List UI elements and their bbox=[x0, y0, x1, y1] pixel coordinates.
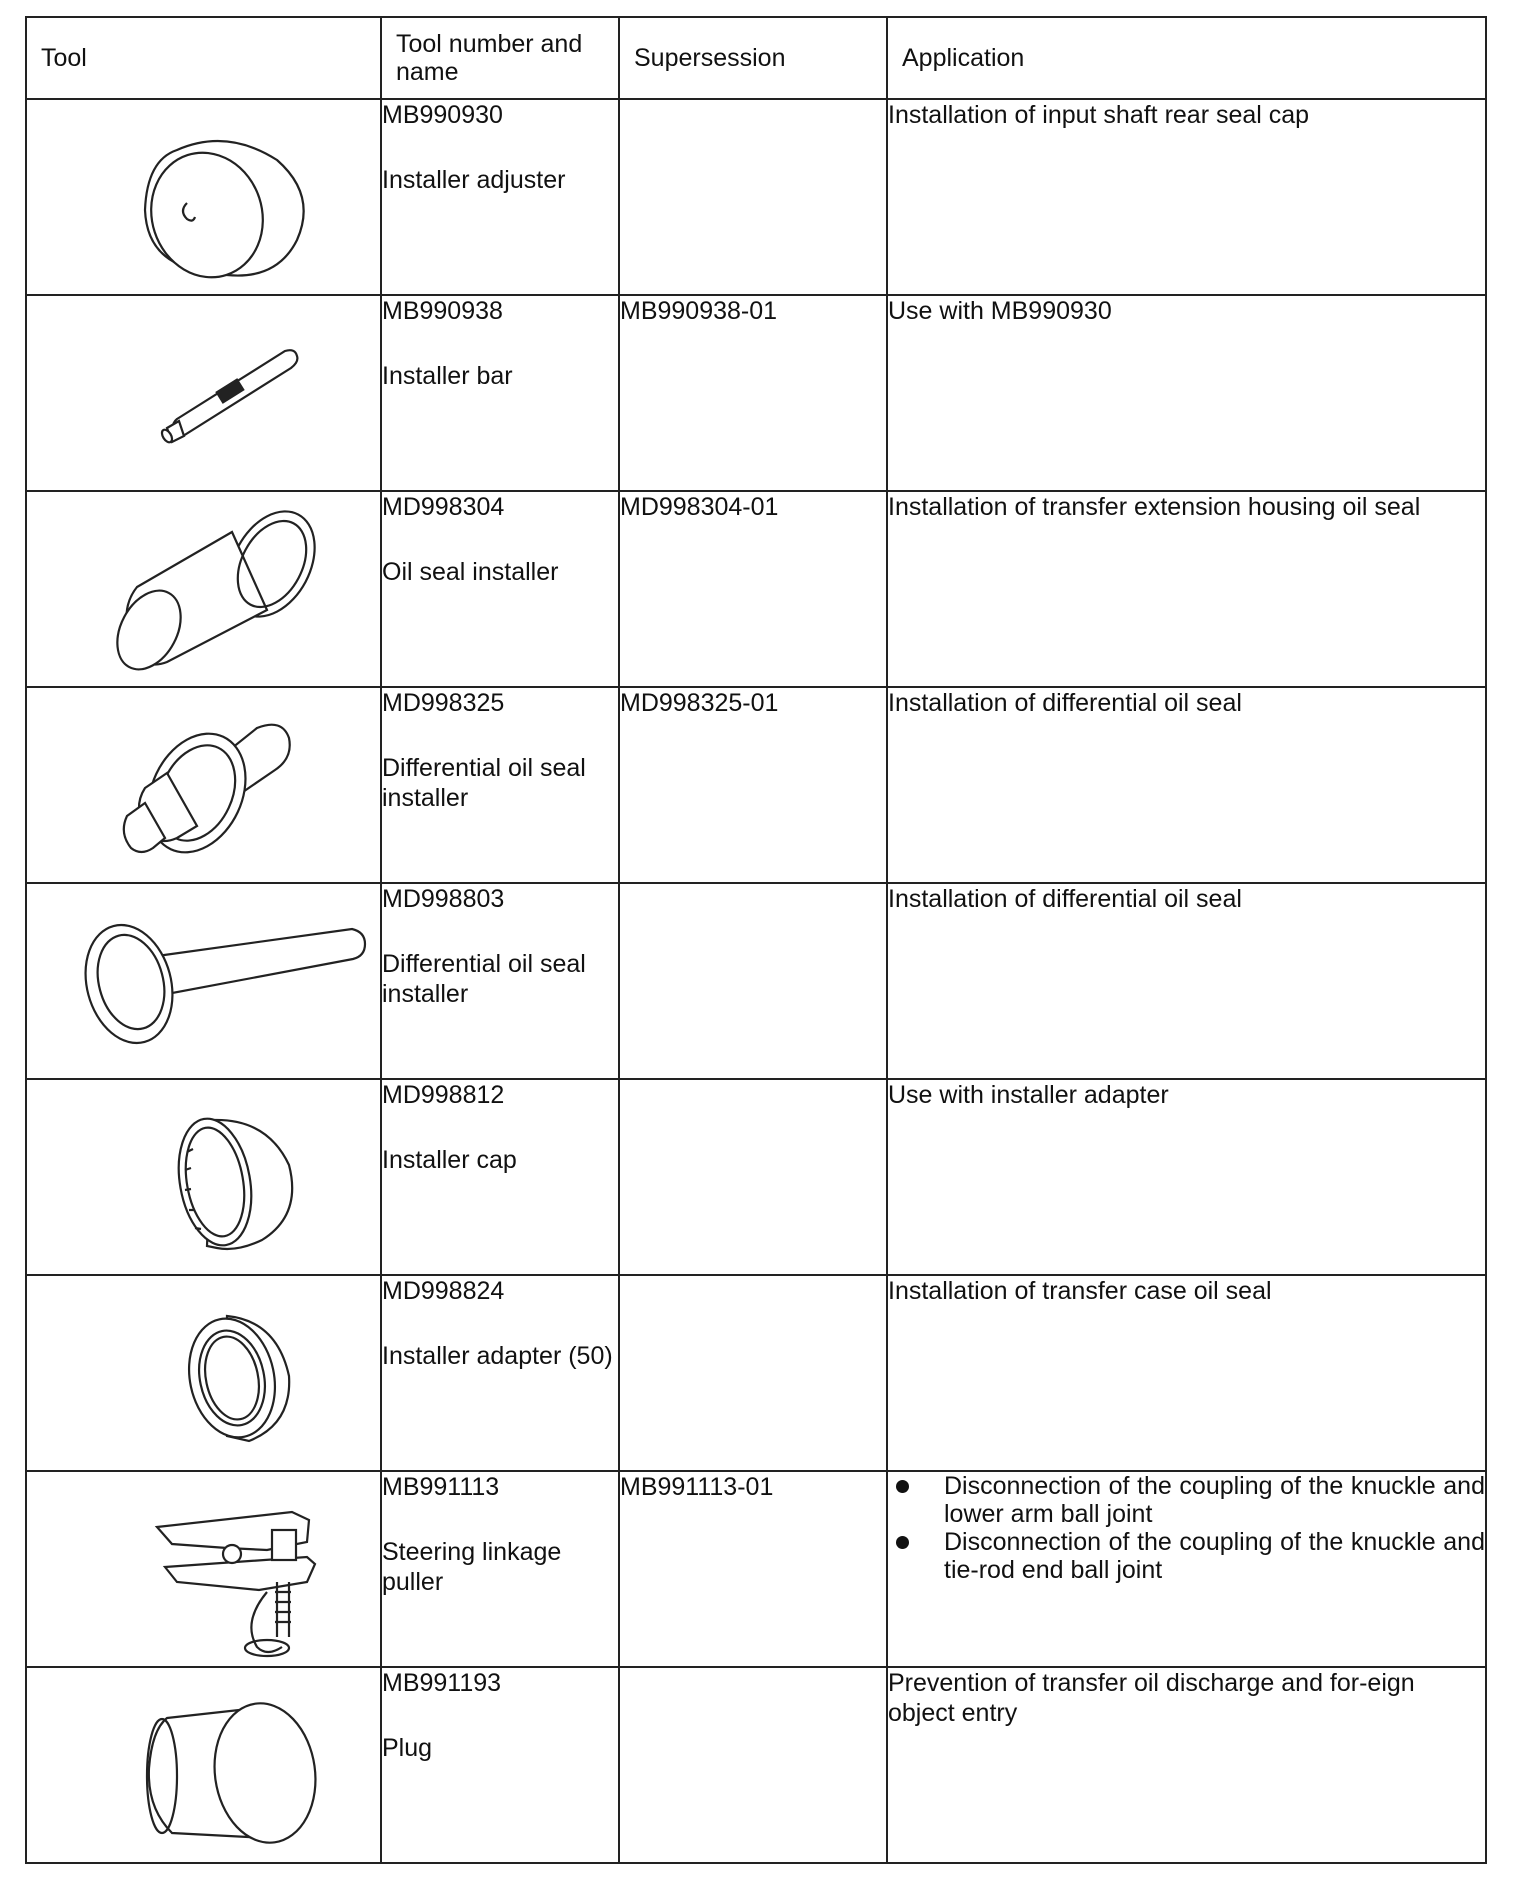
supersession bbox=[619, 1079, 887, 1275]
tool-name: Oil seal installer bbox=[382, 558, 559, 586]
tool-image-cell bbox=[26, 1079, 381, 1275]
tool-image-cell bbox=[26, 1667, 381, 1863]
application: Prevention of transfer oil discharge and for-eign object entry bbox=[887, 1667, 1486, 1863]
tool-image-cell bbox=[26, 491, 381, 687]
table-row bbox=[26, 1471, 1486, 1667]
tool-name: Installer adjuster bbox=[382, 166, 566, 194]
tool-image-cell bbox=[26, 1275, 381, 1471]
tool-image-cell bbox=[26, 883, 381, 1079]
tool-image-cell bbox=[26, 1471, 381, 1667]
tool-name: Plug bbox=[382, 1734, 433, 1762]
table-header-row bbox=[26, 17, 1486, 99]
application: Use with MB990930 bbox=[887, 295, 1486, 491]
tool-name: Installer adapter (50) bbox=[382, 1342, 613, 1370]
installer-adapter-icon bbox=[27, 1276, 382, 1472]
header-tool: Tool bbox=[26, 17, 381, 99]
tool-number: MD998325 bbox=[382, 689, 505, 717]
plug-icon bbox=[27, 1668, 382, 1864]
supersession bbox=[619, 883, 887, 1079]
differential-oil-seal-installer-icon bbox=[27, 688, 382, 884]
supersession bbox=[619, 1275, 887, 1471]
tool-number: MD998824 bbox=[382, 1277, 505, 1305]
tool-name: Steering linkage puller bbox=[382, 1538, 562, 1596]
table-row bbox=[26, 1275, 1486, 1471]
application: Installation of transfer extension housing oil seal bbox=[887, 491, 1486, 687]
supersession: MD998325-01 bbox=[619, 687, 887, 883]
special-tools-sheet bbox=[25, 16, 1485, 1864]
header-application: Application bbox=[887, 17, 1486, 99]
tool-number: MD998803 bbox=[382, 885, 505, 913]
tool-number: MB991193 bbox=[382, 1669, 502, 1697]
bullet-icon bbox=[896, 1480, 909, 1493]
table-row bbox=[26, 1667, 1486, 1863]
tool-number: MD998304 bbox=[382, 493, 505, 521]
tool-name: Differential oil seal installer bbox=[382, 950, 586, 1008]
table-row bbox=[26, 295, 1486, 491]
table-row bbox=[26, 99, 1486, 295]
tool-name: Installer bar bbox=[382, 362, 513, 390]
oil-seal-installer-icon bbox=[27, 492, 382, 688]
table-row bbox=[26, 687, 1486, 883]
supersession: MB990938-01 bbox=[619, 295, 887, 491]
tool-image-cell bbox=[26, 687, 381, 883]
tool-image-cell bbox=[26, 295, 381, 491]
table-row bbox=[26, 1079, 1486, 1275]
special-tools-table bbox=[25, 16, 1487, 1864]
differential-oil-seal-installer-long-icon bbox=[27, 884, 382, 1080]
supersession: MB991113-01 bbox=[619, 1471, 887, 1667]
tool-image-cell bbox=[26, 99, 381, 295]
tool-number: MB990938 bbox=[382, 297, 503, 325]
tool-number: MB991113 bbox=[382, 1473, 500, 1501]
tool-name: Differential oil seal installer bbox=[382, 754, 586, 812]
application: Installation of input shaft rear seal cap bbox=[887, 99, 1486, 295]
application: Installation of transfer case oil seal bbox=[887, 1275, 1486, 1471]
list-item: Disconnection of the coupling of the knuckle and lower arm ball joint bbox=[888, 1472, 1485, 1528]
header-supersession: Supersession bbox=[619, 17, 887, 99]
list-item: Disconnection of the coupling of the knuckle and tie-rod end ball joint bbox=[888, 1528, 1485, 1584]
supersession bbox=[619, 1667, 887, 1863]
application-list bbox=[887, 1471, 1486, 1667]
tool-number: MD998812 bbox=[382, 1081, 505, 1109]
application: Installation of differential oil seal bbox=[887, 687, 1486, 883]
installer-bar-icon bbox=[27, 296, 382, 492]
table-row bbox=[26, 883, 1486, 1079]
tool-name: Installer cap bbox=[382, 1146, 517, 1174]
steering-linkage-puller-icon bbox=[27, 1472, 382, 1668]
header-tool-number-name: Tool number and name bbox=[381, 17, 619, 99]
supersession bbox=[619, 99, 887, 295]
application: Use with installer adapter bbox=[887, 1079, 1486, 1275]
tool-number: MB990930 bbox=[382, 101, 503, 129]
installer-adjuster-icon bbox=[27, 100, 382, 296]
installer-cap-icon bbox=[27, 1080, 382, 1276]
bullet-icon bbox=[896, 1536, 909, 1549]
application: Installation of differential oil seal bbox=[887, 883, 1486, 1079]
table-row bbox=[26, 491, 1486, 687]
supersession: MD998304-01 bbox=[619, 491, 887, 687]
